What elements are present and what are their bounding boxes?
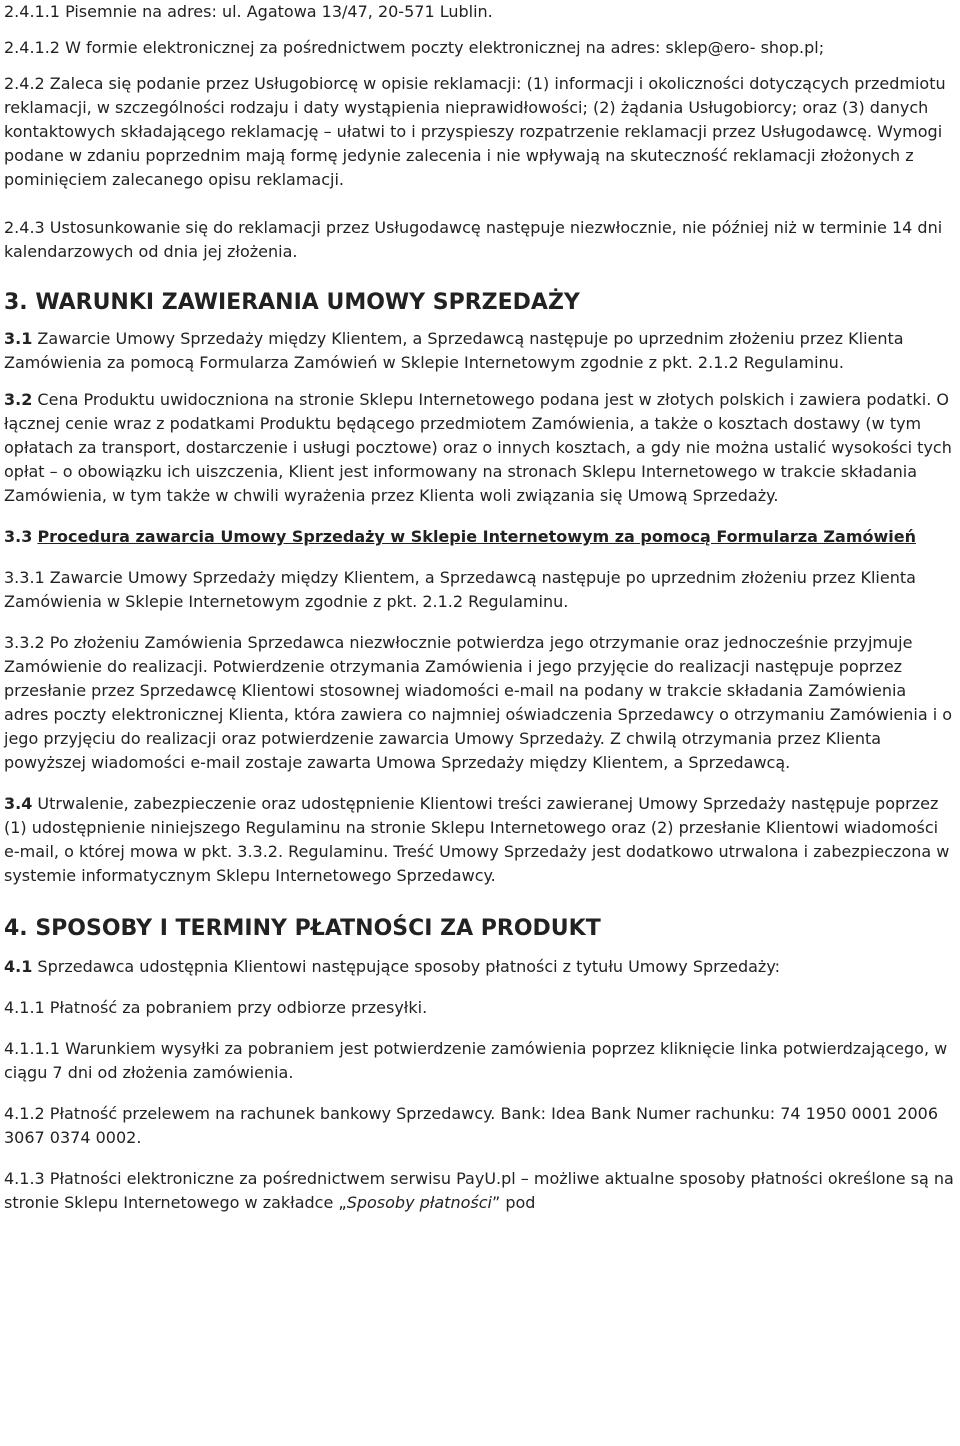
para-2-4-1-1: 2.4.1.1 Pisemnie na adres: ul. Agatowa 13/47, 20-571 Lublin. bbox=[4, 2, 493, 21]
para-3-3-title bbox=[4, 525, 954, 549]
para-3-1 bbox=[4, 327, 954, 375]
para-3-2 bbox=[4, 388, 954, 508]
heading-section-4: 4. SPOSOBY I TERMINY PŁATNOŚCI ZA PRODUKT bbox=[4, 916, 601, 941]
num-3-3: 3.3 bbox=[4, 527, 33, 546]
para-3-3-2: 3.3.2 Po złożeniu Zamówienia Sprzedawca niezwłocznie potwierdza jego otrzymanie oraz jednocześnie przyjmuje Zamówienie do realizacji. Potwierdzenie otrzymania Zamówienia i jego przyjęcie do realizacji następuje poprzez przesłanie przez Sprzedawcę Klientowi stosownej wiadomości e-mail na podany w trakcie składania Zamówienia adres poczty elektronicznej Klienta, która zawiera co najmniej oświadczenia Sprzedawcy o otrzymaniu Zamówienia i o jego przyjęciu do realizacji oraz potwierdzenie zawarcia Umowy Sprzedaży. Z chwilą otrzymania przez Klienta powyższej wiadomości e-mail zostaje zawarta Umowa Sprzedaży między Klientem, a Sprzedawcą. bbox=[4, 633, 953, 772]
para-4-1-1: 4.1.1 Płatność za pobraniem przy odbiorze przesyłki. bbox=[4, 998, 428, 1017]
heading-section-3: 3. WARUNKI ZAWIERANIA UMOWY SPRZEDAŻY bbox=[4, 290, 580, 315]
num-3-1: 3.1 bbox=[4, 329, 33, 348]
para-2-4-1-2: 2.4.1.2 W formie elektronicznej za pośrednictwem poczty elektronicznej na adres: sklep@ero- shop.pl; bbox=[4, 38, 825, 57]
para-4-1 bbox=[4, 955, 954, 979]
para-3-3-1: 3.3.1 Zawarcie Umowy Sprzedaży między Klientem, a Sprzedawcą następuje po uprzednim złożeniu przez Klienta Zamówienia w Sklepie Internetowym zgodnie z pkt. 2.1.2 Regulaminu. bbox=[4, 568, 916, 611]
text-3-1: Zawarcie Umowy Sprzedaży między Klientem, a Sprzedawcą następuje po uprzednim złożeniu przez Klienta Zamówienia za pomocą Formularza Zamówień w Sklepie Internetowym zgodnie z pkt. 2.1.2 Regulaminu. bbox=[4, 329, 904, 372]
para-2-4-2: 2.4.2 Zaleca się podanie przez Usługobiorcę w opisie reklamacji: (1) informacji i okoliczności dotyczących przedmiotu reklamacji, w szczególności rodzaju i daty wystąpienia nieprawidłowości; (2) żądania Usługobiorcy; oraz (3) danych kontaktowych składającego reklamację – ułatwi to i przyspieszy rozpatrzenie reklamacji przez Usługodawcę. Wymogi podane w zdaniu poprzednim mają formę jedynie zalecenia i nie wpływają na skuteczność reklamacji złożonych z pominięciem zalecanego opisu reklamacji. bbox=[4, 74, 946, 189]
text-4-1: Sprzedawca udostępnia Klientowi następujące sposoby płatności z tytułu Umowy Sprzedaży: bbox=[32, 957, 781, 976]
para-2-4-3: 2.4.3 Ustosunkowanie się do reklamacji przez Usługodawcę następuje niezwłocznie, nie później niż w terminie 14 dni kalendarzowych od dnia jej złożenia. bbox=[4, 218, 943, 261]
num-3-4: 3.4 bbox=[4, 794, 33, 813]
para-4-1-3 bbox=[4, 1167, 954, 1215]
text-4-1-3-italic: Sposoby płatności bbox=[346, 1193, 492, 1212]
para-3-4 bbox=[4, 792, 954, 888]
text-4-1-3-before: 4.1.3 Płatności elektroniczne za pośrednictwem serwisu PayU.pl – możliwe aktualne sposoby płatności określone są na stronie Sklepu Internetowego w zakładce „ bbox=[4, 1169, 954, 1212]
para-4-1-1-1: 4.1.1.1 Warunkiem wysyłki za pobraniem jest potwierdzenie zamówienia poprzez kliknięcie linka potwierdzającego, w ciągu 7 dni od złożenia zamówienia. bbox=[4, 1039, 948, 1082]
title-3-3: Procedura zawarcia Umowy Sprzedaży w Sklepie Internetowym za pomocą Formularza Zamówień bbox=[37, 527, 916, 546]
num-4-1: 4.1 bbox=[4, 957, 33, 976]
num-3-2: 3.2 bbox=[4, 390, 33, 409]
text-3-2: Cena Produktu uwidoczniona na stronie Sklepu Internetowego podana jest w złotych polskich i zawiera podatki. O łącznej cenie wraz z podatkami Produktu będącego przedmiotem Zamówienia, a także o kosztach dostawy (w tym opłatach za transport, dostarczenie i usługi pocztowe) oraz o innych kosztach, a gdy nie można ustalić wysokości tych opłat – o obowiązku ich uiszczenia, Klient jest informowany na stronach Sklepu Internetowego w trakcie składania Zamówienia, w tym także w chwili wyrażenia przez Klienta woli związania się Umową Sprzedaży. bbox=[4, 390, 952, 505]
text-4-1-3-after: ” pod bbox=[491, 1193, 536, 1212]
text-3-4: Utrwalenie, zabezpieczenie oraz udostępnienie Klientowi treści zawieranej Umowy Sprzedaży następuje poprzez (1) udostępnienie niniejszego Regulaminu na stronie Sklepu Internetowego oraz (2) przesłanie Klientowi wiadomości e-mail, o której mowa w pkt. 3.3.2. Regulaminu. Treść Umowy Sprzedaży jest dodatkowo utrwalona i zabezpieczona w systemie informatycznym Sklepu Internetowego Sprzedawcy. bbox=[4, 794, 950, 885]
para-4-1-2: 4.1.2 Płatność przelewem na rachunek bankowy Sprzedawcy. Bank: Idea Bank Numer rachunku: 74 1950 0001 2006 3067 0374 0002. bbox=[4, 1104, 938, 1147]
